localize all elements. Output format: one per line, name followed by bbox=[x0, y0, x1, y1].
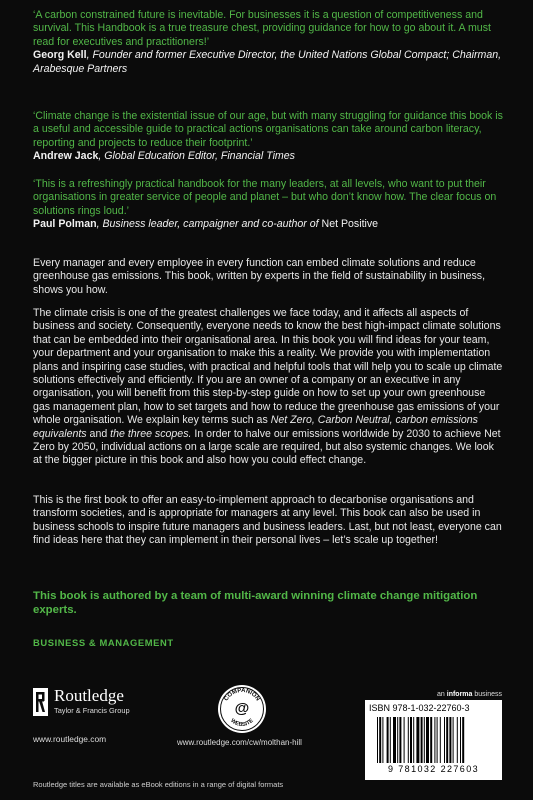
main-paragraph bbox=[33, 307, 503, 468]
quote-role: , Business leader, campaigner and co-author of bbox=[96, 218, 319, 231]
quote-role: , Founder and former Executive Director, the United Nations Global Compact; Chairman, Arabesque Partners bbox=[33, 49, 502, 75]
intro-paragraph: Every manager and every employee in every function can embed climate solutions and reduce greenhouse gas emissions. This book, written by experts in the field of sustainability in business, shows you how. bbox=[33, 257, 486, 296]
main-scopes: the three scopes. bbox=[110, 427, 192, 440]
quote-text: ‘Climate change is the existential issue of our age, but with many struggling for guidance this book is a useful and accessible guide to practical actions organisations can take around carbon literacy, reporting and projects to reduce their footprint.’ bbox=[33, 110, 503, 149]
barcode-bars bbox=[377, 717, 495, 763]
main-text-a: The climate crisis is one of the greatest challenges we face today, and it affects all aspects of business and society. Consequently, everyone needs to know the best high-impact climate solutions that can be embedded into their organisational area. In this book you will find ideas for your team, your department and your organisation to make this a reality. We provide you with implementation plans and inspiring case studies, with practical and helpful tools that will help you to scale up climate solutions effectively and efficiently. If you are an owner of a company or an executive in any organisation, you will benefit from this step-by-step guide on how to set up your own greenhouse gas management plan, how to set targets and how to reduce the greenhouse gas emissions of your whole organisation. We explain key terms such as bbox=[33, 307, 503, 427]
closing-paragraph: This is the first book to offer an easy-to-implement approach to decarbonise organisations and transform societies, and is appropriate for managers at any level. This book can also be used in business schools to inspire future managers and business leaders. Last, but not least, everyone can find ideas here that they can implement in their personal lives – let’s scale up together! bbox=[33, 494, 502, 547]
quote-author: Andrew Jack bbox=[33, 150, 99, 163]
publisher-group: Taylor & Francis Group bbox=[54, 706, 130, 715]
quote-kell bbox=[33, 9, 503, 76]
companion-badge-top: COMPANION bbox=[223, 687, 261, 703]
quote-attribution bbox=[33, 218, 378, 230]
at-sign-icon: @ bbox=[234, 700, 250, 717]
main-and: and bbox=[86, 427, 111, 440]
quote-attribution bbox=[33, 150, 295, 162]
isbn-number: ISBN 978-1-032-22760-3 bbox=[369, 703, 470, 713]
companion-url[interactable]: www.routledge.com/cw/molthan-hill bbox=[177, 738, 302, 747]
publisher-name: Routledge bbox=[54, 686, 124, 705]
routledge-logo-icon bbox=[33, 688, 48, 716]
main-text-b: In order to halve our emissions worldwide by 2030 to achieve Net Zero by 2050, individual actions on a large scale are required, but also systemic changes. We look at the bigger picture in this book and also how you could effect change. bbox=[33, 427, 501, 467]
companion-badge-bottom: WEBSITE bbox=[229, 717, 255, 729]
quote-book-title: Net Positive bbox=[318, 218, 379, 231]
barcode bbox=[365, 700, 502, 780]
quote-text: ‘This is a refreshingly practical handbook for the many leaders, at all levels, who want to put their organisations in greater service of people and planet – but who don’t know how. The clear focus on solutions rings loud.’ bbox=[33, 178, 497, 217]
barcode-digits: 9 781032 227603 bbox=[387, 764, 480, 774]
quote-jack bbox=[33, 110, 503, 164]
informa-brand: informa bbox=[446, 691, 473, 698]
quote-author: Georg Kell bbox=[33, 49, 87, 62]
authored-note: This book is authored by a team of multi-award winning climate change mitigation experts. bbox=[33, 590, 478, 616]
main-terms: Net Zero, Carbon Neutral, carbon emissions equivalents bbox=[33, 414, 478, 440]
quote-role: , Global Education Editor, Financial Times bbox=[98, 150, 295, 163]
quote-polman bbox=[33, 178, 503, 232]
ebook-note: Routledge titles are available as eBook editions in a range of digital formats bbox=[33, 780, 284, 789]
quote-attribution bbox=[33, 49, 501, 74]
companion-website-badge bbox=[217, 684, 267, 734]
informa-note: an informa business bbox=[437, 691, 502, 698]
publisher-url[interactable]: www.routledge.com bbox=[33, 734, 107, 744]
quote-author: Paul Polman bbox=[33, 218, 97, 231]
quote-text: ‘A carbon constrained future is inevitable. For businesses it is a question of competitiveness and survival. This Handbook is a true treasure chest, providing guidance for how to go about it. A must read for executives and practitioners!’ bbox=[33, 9, 491, 48]
category-label: BUSINESS & MANAGEMENT bbox=[33, 637, 174, 648]
